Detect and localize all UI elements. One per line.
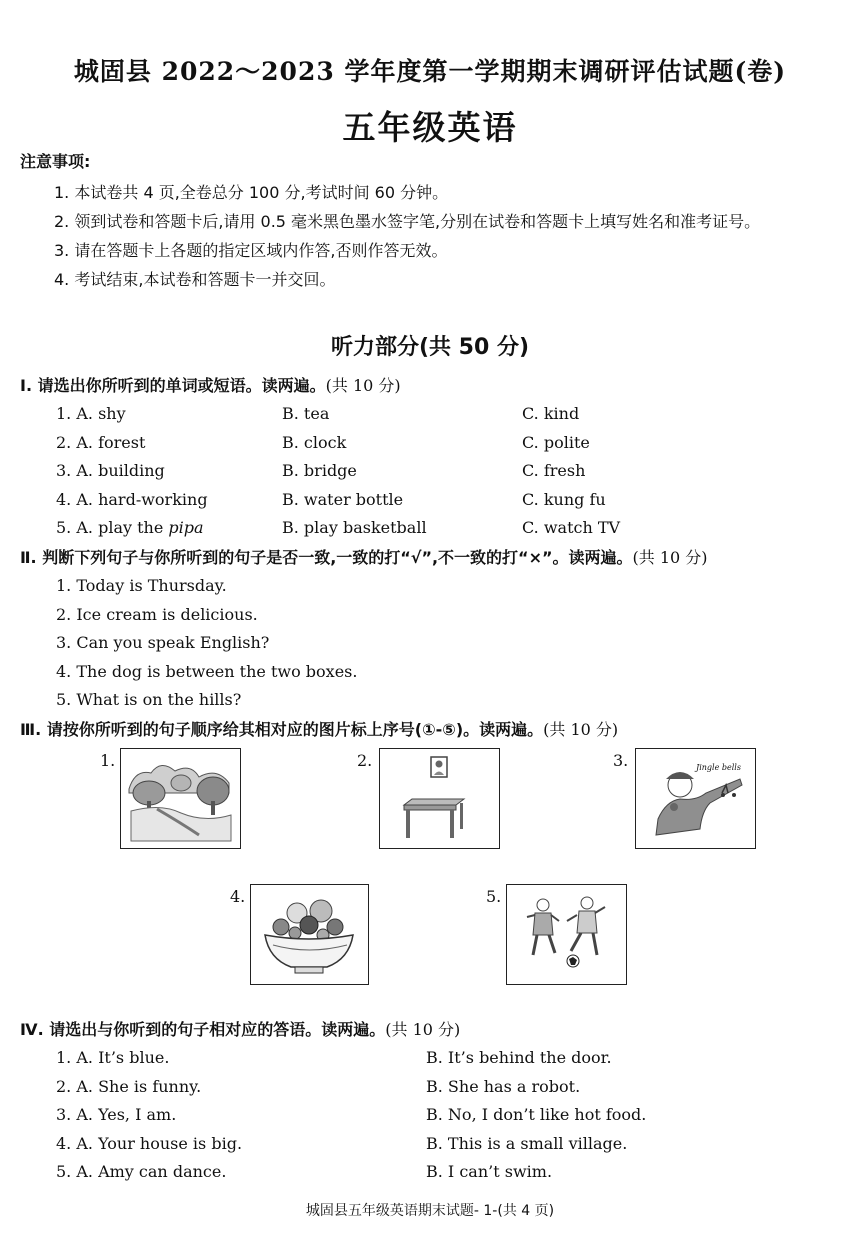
note-item: 3. 请在答题卡上各题的指定区域内作答,否则作答无效。 — [54, 241, 448, 260]
option-c: C. kind — [522, 404, 580, 423]
statement-text: 5. What is on the hills? — [56, 690, 242, 710]
picture-caption: Jingle bells — [696, 763, 741, 772]
section-1 — [20, 372, 850, 543]
picture-number: 5. — [486, 887, 502, 906]
exam-subject: 五年级英语 — [342, 108, 518, 147]
option-b: B. tea — [282, 404, 330, 423]
option-c: C. polite — [522, 432, 590, 452]
listening-part-title: 听力部分(共 50 分) — [330, 335, 530, 360]
option-a: 1. A. It’s blue. — [56, 1048, 170, 1067]
landscape-picture-icon — [120, 748, 241, 849]
question-row — [20, 1044, 850, 1073]
section-3-instruction: Ⅲ. 请按你所听到的句子顺序给其相对应的图片标上序号(①-⑤)。读两遍。 — [20, 720, 544, 739]
question-row — [20, 429, 850, 458]
option-b: B. It’s behind the door. — [426, 1048, 612, 1067]
notes-heading: 注意事项: — [20, 152, 91, 171]
question-row — [20, 514, 850, 543]
option-c: C. kung fu — [522, 489, 606, 509]
option-a: 3. A. building — [56, 461, 165, 481]
option-b: B. play basketball — [282, 518, 427, 538]
option-a: 4. A. hard-working — [56, 489, 208, 509]
exam-title: 城固县 2022～2023 学年度第一学期期末调研评估试题(卷) — [73, 57, 787, 86]
option-b: B. bridge — [282, 461, 357, 481]
statement-text: 3. Can you speak English? — [56, 633, 270, 653]
section-4 — [20, 1016, 850, 1187]
question-row — [20, 400, 850, 429]
option-b: B. This is a small village. — [426, 1133, 628, 1153]
statement-text: 2. Ice cream is delicious. — [56, 604, 258, 624]
picture-number: 4. — [230, 887, 246, 906]
section-1-score: (共 10 分) — [325, 376, 401, 395]
singing-boy-picture-icon — [635, 748, 756, 849]
section-4-heading — [20, 1016, 850, 1044]
picture-number: 3. — [613, 751, 629, 770]
section-4-instruction: Ⅳ. 请选出与你听到的句子相对应的答语。读两遍。 — [20, 1020, 386, 1039]
option-a: 3. A. Yes, I am. — [56, 1105, 177, 1125]
section-2 — [20, 544, 850, 715]
picture-number: 1. — [100, 751, 116, 770]
section-1-heading — [20, 372, 850, 400]
question-row — [20, 1073, 850, 1102]
option-a: 2. A. She is funny. — [56, 1076, 202, 1096]
statement-row — [20, 686, 850, 715]
section-3-heading — [20, 716, 850, 744]
option-b: B. I can’t swim. — [426, 1162, 553, 1182]
option-a: 1. A. shy — [56, 404, 126, 423]
question-row — [20, 1101, 850, 1130]
statement-row — [20, 658, 850, 687]
statement-row — [20, 572, 850, 601]
statement-row — [20, 601, 850, 630]
question-row — [20, 457, 850, 486]
note-item: 4. 考试结束,本试卷和答题卡一并交回。 — [54, 270, 336, 289]
note-item: 1. 本试卷共 4 页,全卷总分 100 分,考试时间 60 分钟。 — [54, 183, 449, 202]
statement-row — [20, 629, 850, 658]
section-1-instruction: Ⅰ. 请选出你所听到的单词或短语。读两遍。 — [20, 376, 326, 395]
option-a: 2. A. forest — [56, 432, 146, 452]
option-c: C. watch TV — [522, 518, 621, 538]
page-footer: 城固县五年级英语期末试题- 1-(共 4 页) — [305, 1203, 555, 1219]
section-3 — [20, 716, 850, 744]
option-b: B. water bottle — [282, 489, 404, 509]
statement-text: 4. The dog is between the two boxes. — [56, 661, 358, 681]
option-c: C. fresh — [522, 461, 586, 481]
section-3-score: (共 10 分) — [543, 720, 619, 739]
question-row — [20, 486, 850, 515]
option-b: B. clock — [282, 432, 347, 452]
question-row — [20, 1158, 850, 1187]
section-2-score: (共 10 分) — [632, 548, 708, 567]
section-2-heading — [20, 544, 850, 572]
statement-text: 1. Today is Thursday. — [56, 576, 227, 595]
option-a: 4. A. Your house is big. — [56, 1133, 243, 1153]
notes-block — [20, 150, 850, 294]
option-a: 5. A. play the pipa — [56, 518, 204, 538]
fruit-salad-picture-icon — [250, 884, 369, 985]
section-2-instruction: Ⅱ. 判断下列句子与你所听到的句子是否一致,一致的打“√”,不一致的打“×”。读两遍。 — [20, 548, 633, 567]
table-picture-icon — [379, 748, 500, 849]
option-b: B. No, I don’t like hot food. — [426, 1105, 647, 1125]
question-row — [20, 1130, 850, 1159]
picture-number: 2. — [357, 751, 373, 770]
football-players-picture-icon — [506, 884, 627, 985]
note-item: 2. 领到试卷和答题卡后,请用 0.5 毫米黑色墨水签字笔,分别在试卷和答题卡上填写姓名和准考证号。 — [54, 212, 761, 231]
option-a: 5. A. Amy can dance. — [56, 1162, 227, 1182]
section-4-score: (共 10 分) — [385, 1020, 461, 1039]
option-b: B. She has a robot. — [426, 1076, 581, 1096]
